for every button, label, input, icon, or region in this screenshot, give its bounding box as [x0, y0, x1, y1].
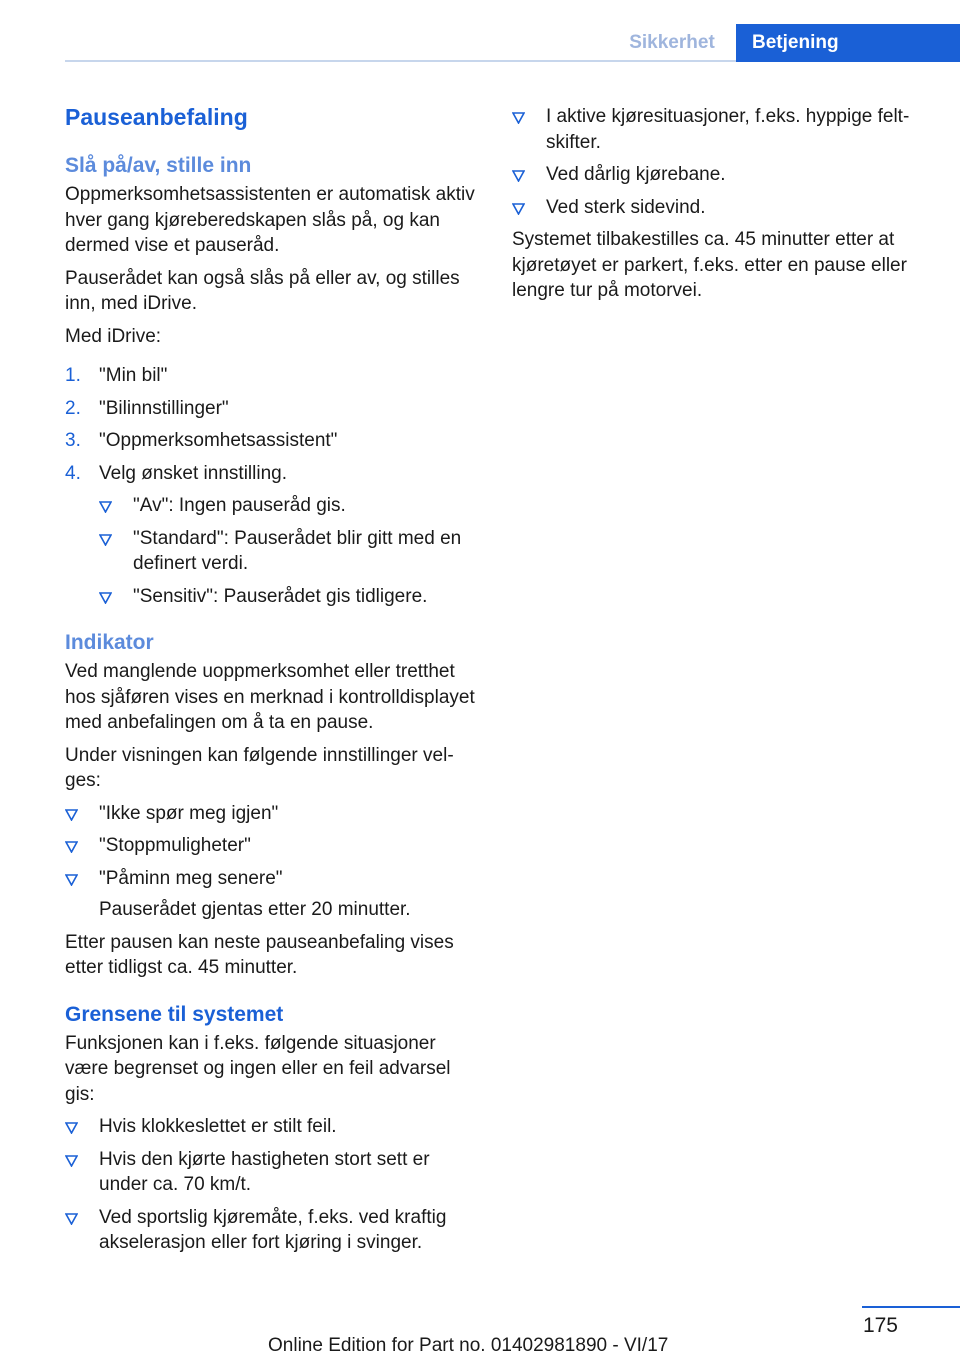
step-number: 1. — [65, 365, 81, 386]
list-item — [512, 104, 932, 155]
list-item — [65, 866, 483, 923]
triangle-bullet-icon — [65, 1122, 78, 1134]
list-item — [65, 1114, 483, 1140]
list-item-text: "Av": Ingen pauseråd gis. — [133, 495, 346, 516]
list-item — [99, 584, 483, 610]
list-item-note: Pauserådet gjentas etter 20 minutter. — [99, 899, 411, 920]
list-item-text: "Standard": Pauserådet blir gitt med en definert verdi. — [133, 527, 462, 574]
paragraph: Ved manglende uoppmerksomhet eller tretthet hos sjåføren vises en merknad i kontrolldisplayet med anbefalingen om å ta en pause. — [65, 661, 475, 733]
list-item — [512, 162, 932, 188]
list-item — [512, 195, 932, 221]
page-number: 175 — [862, 1314, 898, 1337]
step-item — [65, 363, 483, 389]
list-item-text: "Sensitiv": Pauserådet gis tidligere. — [133, 585, 428, 607]
idrive-steps — [65, 363, 483, 609]
list-item — [65, 1147, 483, 1198]
right-column — [512, 100, 932, 311]
triangle-bullet-icon — [65, 1213, 78, 1225]
tab-sikkerhet[interactable]: Sikkerhet — [629, 32, 715, 53]
triangle-bullet-icon — [512, 203, 525, 215]
list-item — [65, 1205, 483, 1256]
page-title: Pauseanbefaling — [65, 104, 248, 130]
step-text: "Oppmerksomhetsassistent" — [99, 430, 338, 451]
list-item-text: "Påminn meg senere" — [99, 867, 283, 889]
triangle-bullet-icon — [65, 841, 78, 853]
list-item-text: Hvis den kjørte hastigheten stort sett er under ca. 70 km/t. — [99, 1148, 430, 1195]
list-item-text: Ved sportslig kjøremåte, f.eks. ved kraftig akselerasjon eller fort kjøring i svinger. — [99, 1206, 447, 1253]
step-text: Velg ønsket innstilling. — [99, 462, 287, 484]
step-text: "Bilinnstillinger" — [99, 397, 229, 419]
section-heading-settings: Slå på/av, stille inn — [65, 154, 252, 177]
list-item-text: I aktive kjøresituasjoner, f.eks. hyppige feltskifter. — [546, 106, 910, 153]
list-item-text: "Ikke spør meg igjen" — [99, 802, 279, 824]
section-heading-limits: Grensene til systemet — [65, 1002, 284, 1026]
paragraph: Under visningen kan følgende innstillinger velges: — [65, 744, 454, 791]
triangle-bullet-icon — [99, 534, 112, 546]
list-item — [65, 801, 483, 827]
edition-footer: Online Edition for Part no. 01402981890 - VI/17 — [268, 1335, 669, 1356]
step-number: 3. — [65, 430, 81, 451]
tab-betjening[interactable]: Betjening — [736, 24, 960, 62]
list-item-text: Ved sterk sidevind. — [546, 196, 706, 218]
step-item — [65, 461, 483, 610]
list-item-text: "Stoppmuligheter" — [99, 835, 251, 856]
triangle-bullet-icon — [99, 501, 112, 513]
list-item — [99, 526, 483, 577]
paragraph: Etter pausen kan neste pauseanbefaling vises etter tidligst ca. 45 minutter. — [65, 931, 454, 978]
setting-options — [99, 493, 483, 609]
paragraph: Funksjonen kan i f.eks. følgende situasjoner være begrenset og ingen eller en feil advarsel gis: — [65, 1032, 451, 1105]
paragraph: Oppmerksomhetsassistenten er automatisk aktiv hver gang kjøreberedskapen slås på, og kan dermed vise et pauseråd. — [65, 184, 475, 256]
list-item-text: Hvis klokkeslettet er stilt feil. — [99, 1116, 337, 1137]
triangle-bullet-icon — [99, 592, 112, 604]
list-item — [99, 493, 483, 519]
footer-rule — [862, 1306, 960, 1308]
left-column — [65, 100, 483, 1263]
paragraph: Med iDrive: — [65, 325, 162, 347]
triangle-bullet-icon — [512, 170, 525, 182]
paragraph: Systemet tilbakestilles ca. 45 minutter etter at kjøretøyet er parkert, f.eks. etter en pause eller lengre tur på motorvei. — [512, 229, 907, 301]
triangle-bullet-icon — [512, 112, 525, 124]
section-heading-indicator: Indikator — [65, 631, 154, 654]
step-number: 4. — [65, 462, 81, 484]
limitations-list-continued — [512, 104, 932, 220]
limitations-list — [65, 1114, 483, 1256]
step-text: "Min bil" — [99, 365, 168, 386]
step-item — [65, 428, 483, 454]
display-options — [65, 801, 483, 923]
list-item-text: Ved dårlig kjørebane. — [546, 164, 726, 185]
list-item — [65, 833, 483, 859]
triangle-bullet-icon — [65, 809, 78, 821]
paragraph: Pauserådet kan også slås på eller av, og stilles inn, med iDrive. — [65, 267, 460, 314]
triangle-bullet-icon — [65, 874, 78, 886]
triangle-bullet-icon — [65, 1155, 78, 1167]
step-item — [65, 396, 483, 422]
step-number: 2. — [65, 397, 81, 419]
